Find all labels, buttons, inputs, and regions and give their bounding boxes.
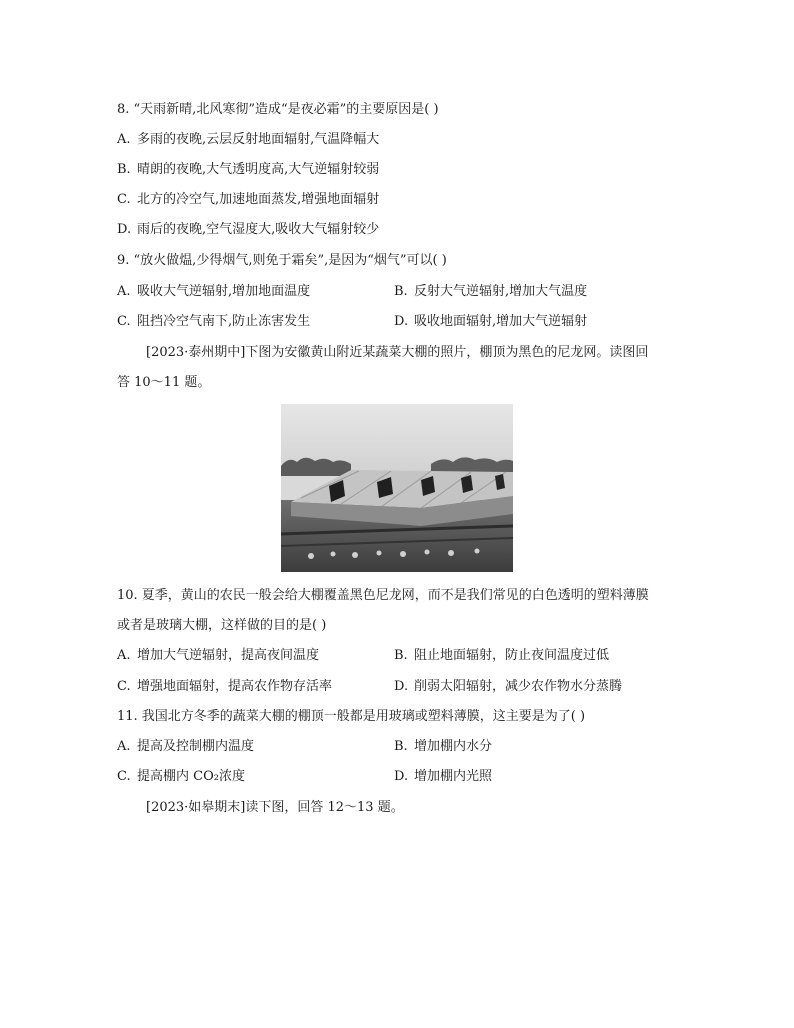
intro-10-11-line-1: [2023·泰州期中]下图为安徽黄山附近某蔬菜大棚的照片，棚顶为黑色的尼龙网。读图回 xyxy=(146,345,649,360)
option-text: 增加大气逆辐射，提高夜间温度 xyxy=(137,648,320,663)
option-letter: D. xyxy=(394,679,409,694)
option-text: 晴朗的夜晚,大气透明度高,大气逆辐射较弱 xyxy=(137,162,380,177)
option-letter: B. xyxy=(394,739,408,754)
intro-10-11-line-2: 答 10～11 题。 xyxy=(117,375,211,390)
question-11-option-c xyxy=(117,769,245,785)
question-11-option-a xyxy=(117,739,254,755)
option-letter: D. xyxy=(117,222,132,237)
option-letter: B. xyxy=(394,284,408,299)
question-11-option-b xyxy=(394,739,492,755)
option-letter: A. xyxy=(117,132,131,147)
question-10-stem-line-2: 或者是玻璃大棚，这样做的目的是( ) xyxy=(117,618,327,633)
option-letter: A. xyxy=(117,739,131,754)
option-text: 北方的冷空气,加速地面蒸发,增强地面辐射 xyxy=(137,192,380,207)
option-text: 阻止地面辐射，防止夜间温度过低 xyxy=(414,648,610,663)
question-10-stem-line-1: 10. 夏季，黄山的农民一般会给大棚覆盖黑色尼龙网，而不是我们常见的白色透明的塑料薄膜 xyxy=(117,588,649,603)
question-8-option-d xyxy=(117,222,379,238)
option-letter: A. xyxy=(117,284,131,299)
option-text: 削弱太阳辐射，减少农作物水分蒸腾 xyxy=(414,679,623,694)
option-text: 阻挡冷空气南下,防止冻害发生 xyxy=(137,314,311,329)
option-letter: D. xyxy=(394,769,409,784)
option-text: 吸收地面辐射,增加大气逆辐射 xyxy=(414,314,588,329)
question-10-option-a xyxy=(117,648,319,664)
question-9-stem: 9. “放火做煴,少得烟气,则免于霜矣”,是因为“烟气”可以( ) xyxy=(117,253,447,268)
intro-12-13: [2023·如皋期末]读下图，回答 12～13 题。 xyxy=(146,800,404,815)
greenhouse-photo xyxy=(281,404,513,572)
option-text: 雨后的夜晚,空气湿度大,吸收大气辐射较少 xyxy=(137,222,380,237)
question-9-option-d xyxy=(394,314,587,330)
question-8-option-c xyxy=(117,192,379,208)
question-11-option-d xyxy=(394,769,492,785)
option-letter: A. xyxy=(117,648,131,663)
option-text: 提高及控制棚内温度 xyxy=(137,739,255,754)
question-8-stem: 8. “天雨新晴,北风寒彻”造成“是夜必霜”的主要原因是( ) xyxy=(117,102,439,117)
option-letter: C. xyxy=(117,314,131,329)
option-text: 增加棚内光照 xyxy=(414,769,493,784)
question-10-option-b xyxy=(394,648,609,664)
option-letter: C. xyxy=(117,192,131,207)
option-letter: C. xyxy=(117,769,131,784)
question-8-option-a xyxy=(117,132,379,148)
question-8-option-b xyxy=(117,162,379,178)
option-letter: B. xyxy=(394,648,408,663)
question-10-option-c xyxy=(117,679,332,695)
option-text: 多雨的夜晚,云层反射地面辐射,气温降幅大 xyxy=(137,132,380,147)
question-9-option-c xyxy=(117,314,310,330)
option-text: 吸收大气逆辐射,增加地面温度 xyxy=(137,284,311,299)
option-letter: B. xyxy=(117,162,131,177)
question-9-option-b xyxy=(394,284,587,300)
question-9-option-a xyxy=(117,284,310,300)
option-text: 反射大气逆辐射,增加大气温度 xyxy=(414,284,588,299)
option-text: 增加棚内水分 xyxy=(414,739,493,754)
option-letter: C. xyxy=(117,679,131,694)
option-text: 提高棚内 CO₂浓度 xyxy=(137,769,245,784)
option-letter: D. xyxy=(394,314,409,329)
option-text: 增强地面辐射，提高农作物存活率 xyxy=(137,679,333,694)
question-11-stem: 11. 我国北方冬季的蔬菜大棚的棚顶一般都是用玻璃或塑料薄膜，这主要是为了( ) xyxy=(117,709,586,724)
question-10-option-d xyxy=(394,679,622,695)
